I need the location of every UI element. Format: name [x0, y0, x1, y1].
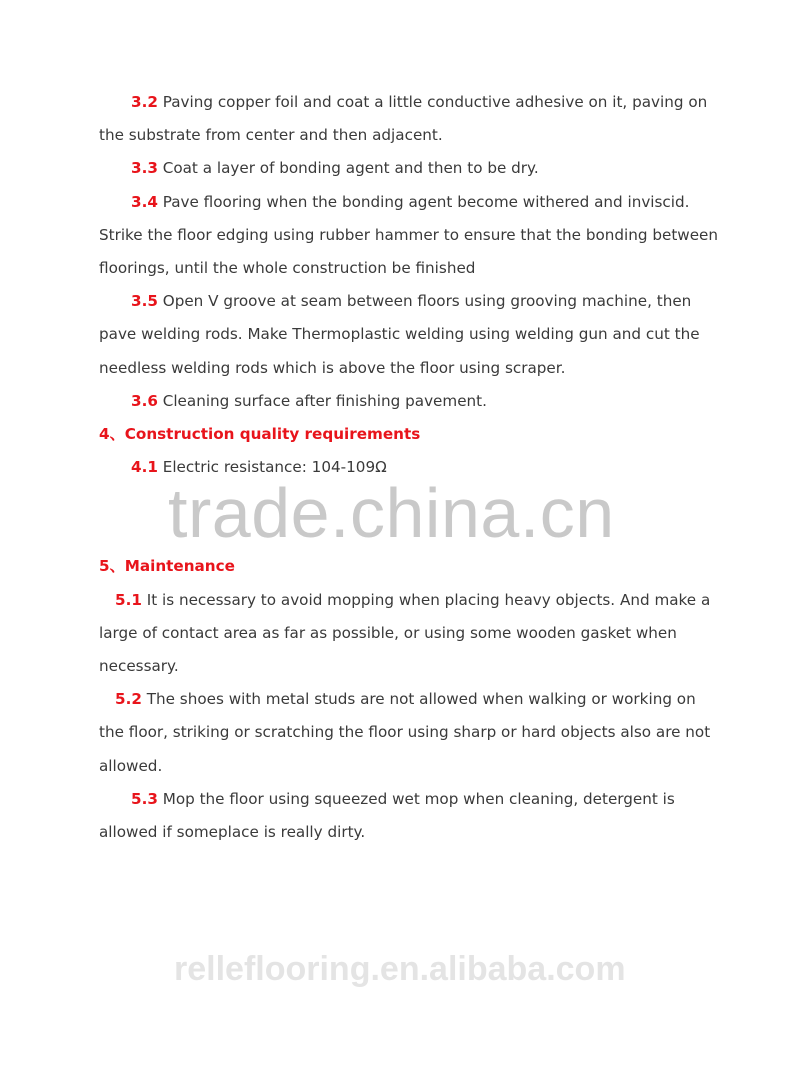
paragraph-text: Cleaning surface after finishing pavement.: [157, 391, 487, 410]
section-number: 5.1: [115, 590, 142, 609]
section-number: 3.3: [131, 159, 158, 178]
paragraph-text: Electric resistance: 104-109Ω: [157, 458, 387, 477]
paragraph-text: Mop the floor using squeezed wet mop when cleaning, detergent is allowed if someplace is really dirty.: [99, 789, 675, 842]
paragraph-text: Pave flooring when the bonding agent become withered and inviscid. Strike the floor edging using rubber hammer to ensure that the bonding between floorings, until the whole construction be finished: [99, 192, 719, 278]
paragraph-text: It is necessary to avoid mopping when placing heavy objects. And make a large of contact area as far as possible, or using some wooden gasket when necessary.: [99, 590, 711, 676]
paragraph-text: The shoes with metal studs are not allowed when walking or working on the floor, striking or scratching the floor using sharp or hard objects also are not allowed.: [99, 690, 711, 775]
paragraph-3-3: [99, 152, 719, 185]
heading-construction-quality: 4、Construction quality requirements: [99, 425, 421, 444]
section-number: 4.1: [131, 458, 158, 477]
section-number: 3.5: [131, 292, 158, 311]
section-number: 3.2: [131, 93, 158, 111]
paragraph-text: Open V groove at seam between floors using grooving machine, then pave welding rods. Make Thermoplastic welding using welding gun and cut the needless welding rods which is above the floor using scraper.: [99, 292, 700, 377]
alibaba-watermark: relleflooring.en.alibaba.com: [174, 950, 626, 988]
section-number: 5.2: [115, 690, 142, 709]
heading-maintenance: 5、Maintenance: [99, 557, 235, 576]
section-number: 3.6: [131, 391, 158, 410]
paragraph-text: Coat a layer of bonding agent and then to be dry.: [157, 159, 539, 178]
paragraph-5-1: [99, 584, 719, 684]
paragraph-5-3: [99, 783, 719, 849]
document-body: [99, 86, 719, 849]
trade-china-watermark: trade.china.cn: [168, 474, 615, 552]
paragraph-text: Paving copper foil and coat a little conductive adhesive on it, paving on the substrate from center and then adjacent.: [99, 93, 708, 145]
paragraph-5-2: [99, 683, 719, 783]
section-number: 3.4: [131, 192, 158, 211]
paragraph-3-6: [99, 385, 719, 418]
paragraph-3-5: [99, 285, 719, 385]
section-number: 5.3: [131, 789, 158, 808]
paragraph-3-2: [99, 86, 719, 152]
paragraph-3-4: [99, 186, 719, 286]
